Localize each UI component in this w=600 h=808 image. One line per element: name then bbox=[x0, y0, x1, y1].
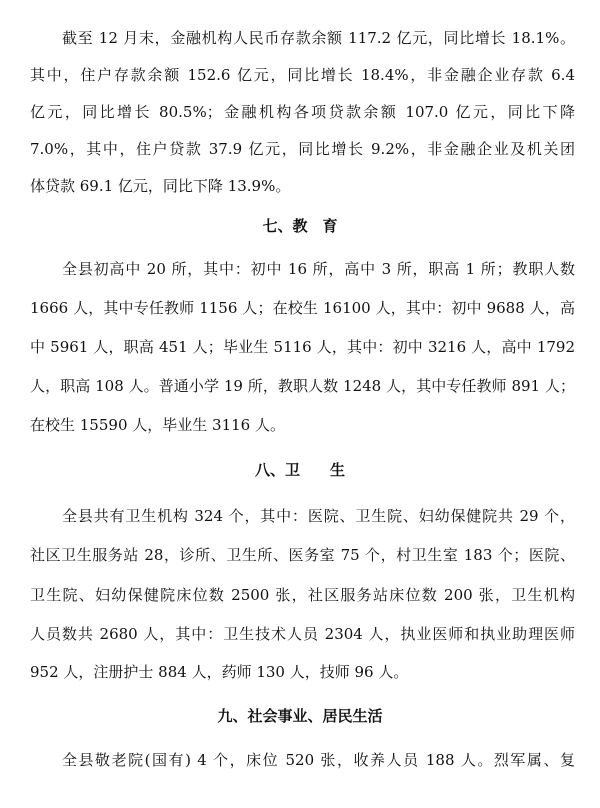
paragraph-line: 全县共有卫生机构 324 个，其中：医院、卫生院、妇幼保健院共 29 个， bbox=[62, 507, 575, 525]
paragraph-line: 人，职高 108 人。普通小学 19 所，教职人数 1248 人，其中专任教师 891 人； bbox=[30, 377, 575, 395]
paragraph-line: 全县初高中 20 所，其中：初中 16 所，高中 3 所，职高 1 所；教职人数 bbox=[62, 260, 575, 278]
paragraph-line: 社区卫生服务站 28，诊所、卫生所、医务室 75 个，村卫生室 183 个；医院、 bbox=[30, 546, 575, 564]
paragraph-line: 在校生 15590 人，毕业生 3116 人。 bbox=[30, 416, 285, 434]
paragraph-line: 全县敬老院(国有) 4 个，床位 520 张，收养人员 188 人。烈军属、复 bbox=[62, 751, 575, 769]
paragraph-line: 亿元，同比增长 80.5%；金融机构各项贷款余额 107.0 亿元，同比下降 bbox=[30, 103, 575, 121]
paragraph-line: 1666 人，其中专任教师 1156 人；在校生 16100 人，其中：初中 9688 人，高 bbox=[30, 299, 575, 317]
paragraph-line: 截至 12 月末，金融机构人民币存款余额 117.2 亿元，同比增长 18.1%。 bbox=[62, 29, 575, 47]
paragraph-line: 952 人，注册护士 884 人，药师 130 人，技师 96 人。 bbox=[30, 663, 409, 681]
section-heading-education: 七、教 育 bbox=[262, 217, 338, 235]
paragraph-line: 人员数共 2680 人，其中：卫生技术人员 2304 人，执业医师和执业助理医师 bbox=[30, 625, 575, 643]
paragraph-line: 7.0%，其中，住户贷款 37.9 亿元，同比增长 9.2%，非金融企业及机关团 bbox=[30, 140, 575, 158]
section-heading-health: 八、卫 生 bbox=[254, 461, 345, 479]
paragraph-line: 其中，住户存款余额 152.6 亿元，同比增长 18.4%，非金融企业存款 6.4 bbox=[30, 66, 575, 84]
paragraph-line: 体贷款 69.1 亿元，同比下降 13.9%。 bbox=[30, 177, 291, 195]
paragraph-line: 中 5961 人，职高 451 人；毕业生 5116 人，其中：初中 3216 人，高中 1792 bbox=[30, 338, 575, 356]
section-heading-social: 九、社会事业、居民生活 bbox=[217, 707, 383, 725]
paragraph-line: 卫生院、妇幼保健院床位数 2500 张，社区服务站床位数 200 张，卫生机构 bbox=[30, 586, 575, 604]
